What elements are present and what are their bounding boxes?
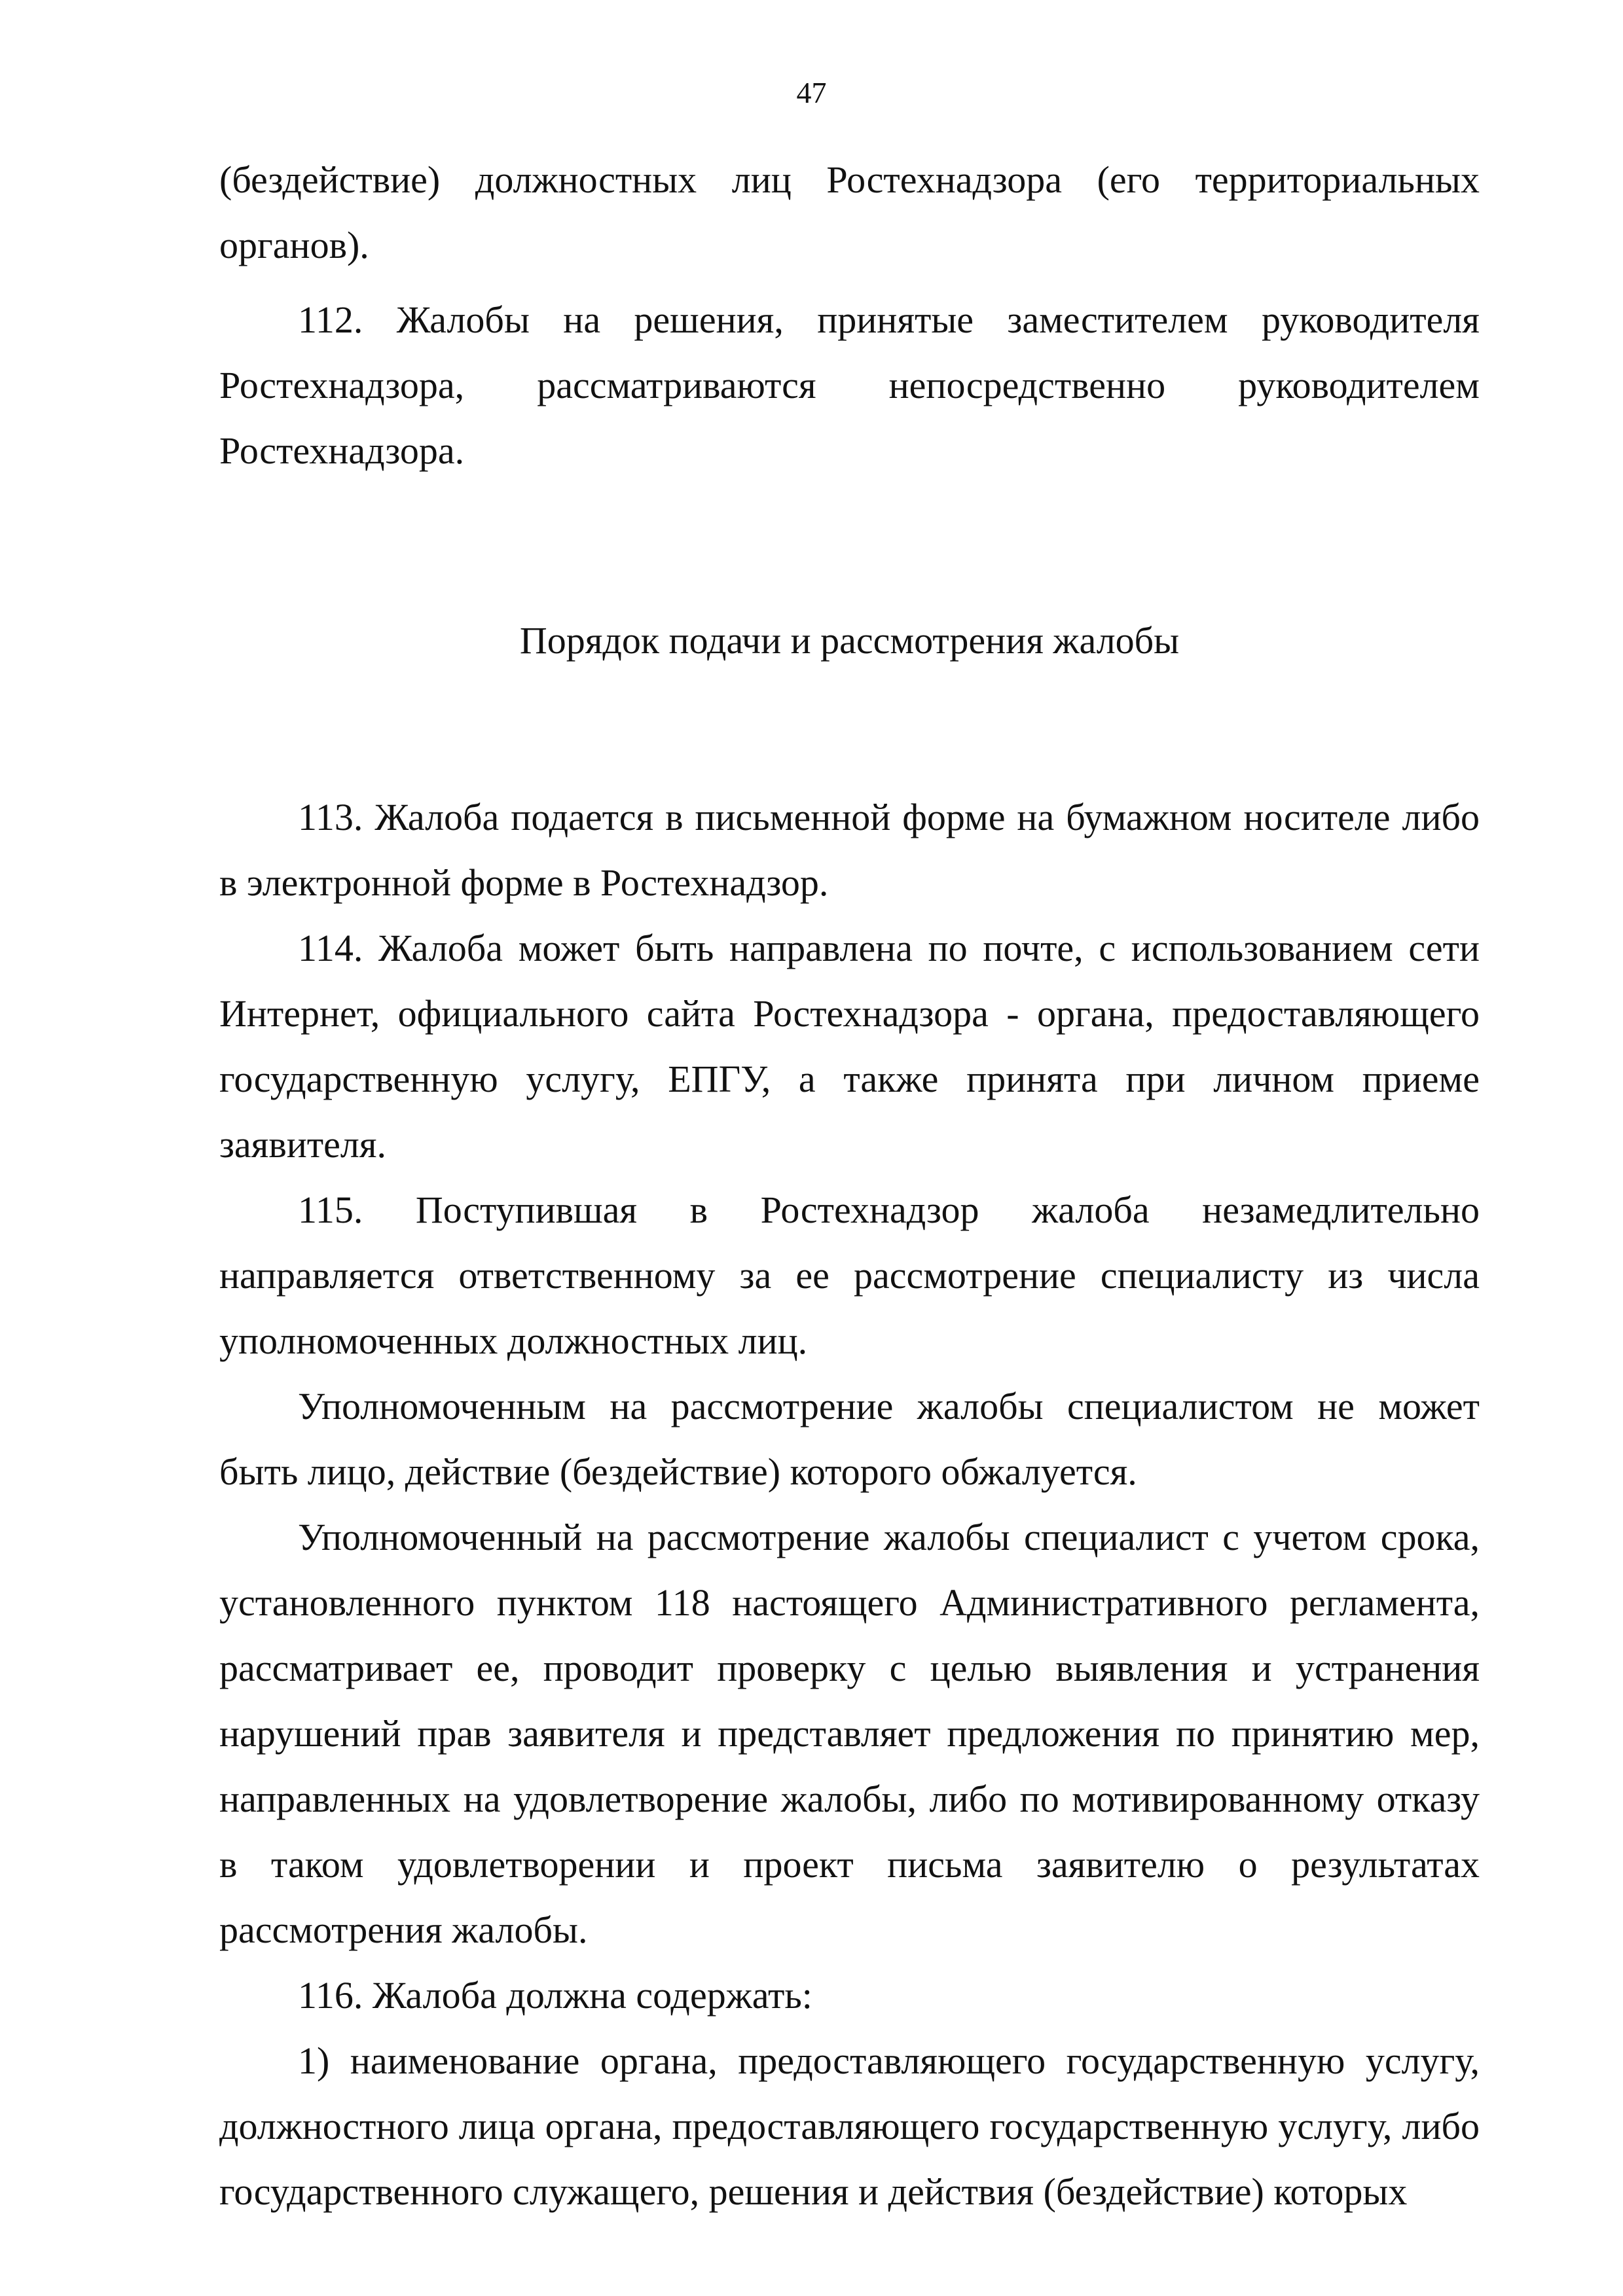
paragraph-continuation: (бездействие) должностных лиц Ростехнадзора (его территориальных органов). (219, 158, 1480, 266)
section-heading: Порядок подачи и рассмотрения жалобы (519, 619, 1180, 662)
paragraph-115-procedure: Уполномоченный на рассмотрение жалобы специалист с учетом срока, установленного пунктом 118 настоящего Административного регламента, рассматривает ее, проводит проверку с целью выявления и устранения нарушений прав заявителя и представляет предложения по принятию мер, направленных на удовлетворение жалобы, либо по мотивированному отказу в таком удовлетворении и проект письма заявителю о результатах рассмотрения жалобы. (219, 1516, 1480, 1951)
paragraph-114: 114. Жалоба может быть направлена по почте, с использованием сети Интернет, официального сайта Ростехнадзора - органа, предоставляющего государственную услугу, ЕПГУ, а также принята при личном приеме заявителя. (219, 927, 1480, 1166)
paragraph-115-restriction: Уполномоченным на рассмотрение жалобы специалистом не может быть лицо, действие (бездействие) которого обжалуется. (219, 1385, 1480, 1493)
paragraph-112: 112. Жалобы на решения, принятые заместителем руководителя Ростехнадзора, рассматриваются непосредственно руководителем Ростехнадзора. (219, 298, 1480, 472)
document-body (219, 147, 1480, 2225)
paragraph-116-item-1: 1) наименование органа, предоставляющего государственную услугу, должностного лица органа, предоставляющего государственную услугу, либо государственного служащего, решения и действия (бездействие) которых (219, 2039, 1480, 2213)
paragraph-116: 116. Жалоба должна содержать: (298, 1974, 812, 2017)
paragraph-113: 113. Жалоба подается в письменной форме на бумажном носителе либо в электронной форме в Ростехнадзор. (219, 796, 1480, 904)
paragraph-115: 115. Поступившая в Ростехнадзор жалоба незамедлительно направляется ответственному за ее рассмотрение специалисту из числа уполномоченных должностных лиц. (219, 1189, 1480, 1362)
page-number: 47 (796, 76, 827, 109)
